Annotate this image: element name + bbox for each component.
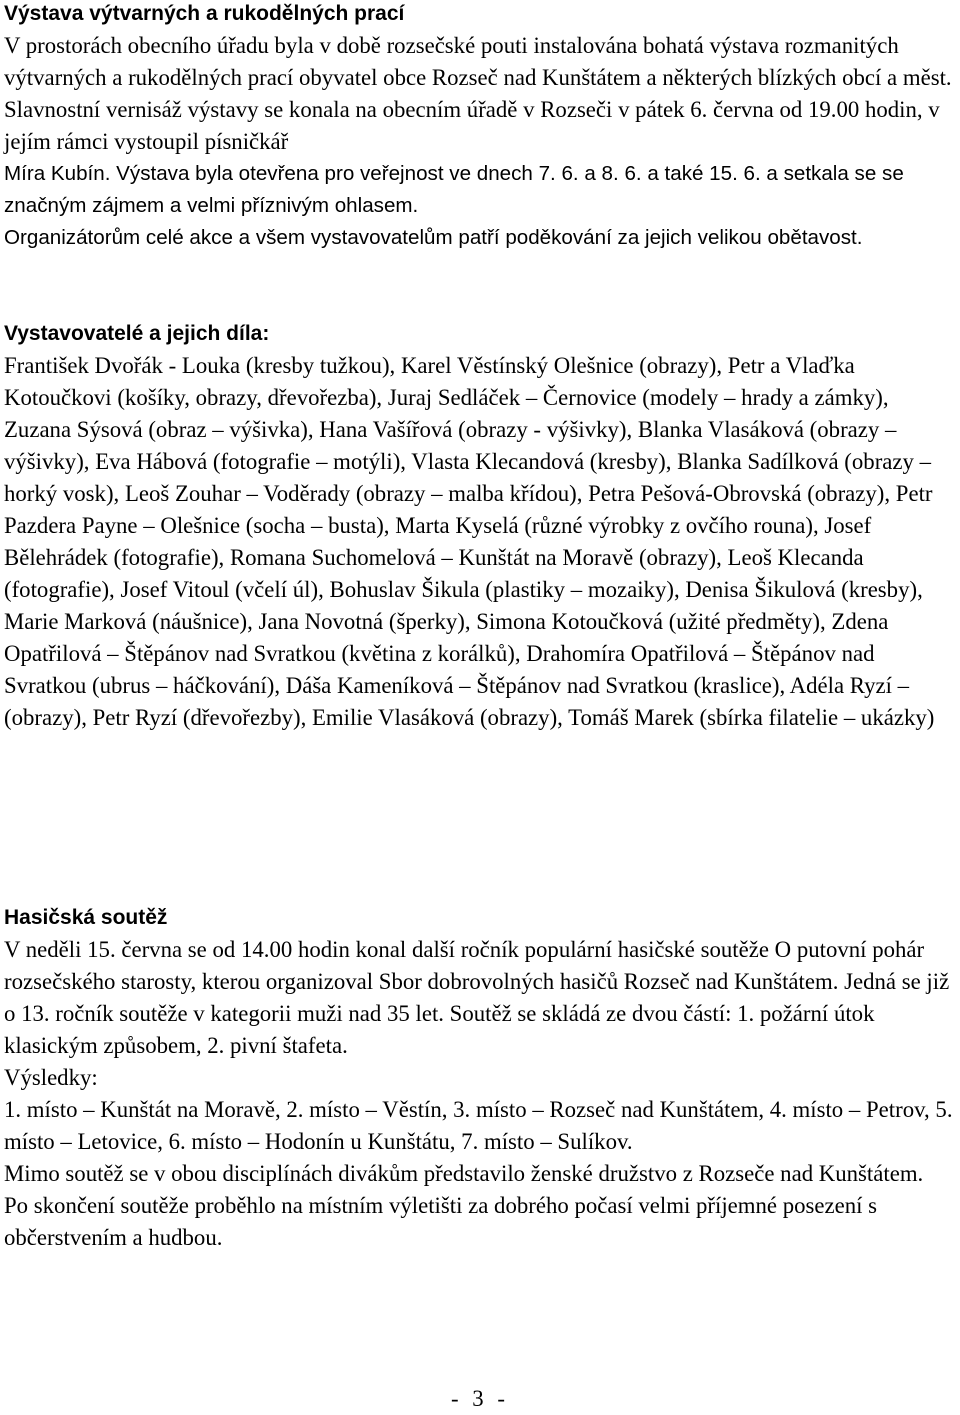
exhibition-thanks: Organizátorům celé akce a všem vystavovatelům patří poděkování za jejich velikou obětavost.: [4, 226, 863, 249]
firefighters-heading: Hasičská soutěž: [4, 906, 168, 929]
firefighters-intro: V neděli 15. června se od 14.00 hodin konal další ročník populární hasičské soutěže O putovní pohár rozsečského starosty, kterou organizoval Sbor dobrovolných hasičů Rozseč nad Kunštátem. Jedná se již o 13. ročník soutěže v kategorii muži nad 35 let. Soutěž se skládá ze dvou částí: 1. požární útok klasickým způsobem, 2. pivní štafeta.: [4, 937, 950, 1058]
exhibitors-section: [4, 318, 956, 734]
results-list: 1. místo – Kunštát na Moravě, 2. místo – Věstín, 3. místo – Rozseč nad Kunštátem, 4. místo – Petrov, 5. místo – Letovice, 6. místo – Hodonín u Kunštátu, 7. místo – Sulíkov.: [4, 1097, 953, 1154]
firefighters-closing: Po skončení soutěže proběhlo na místním výletišti za dobrého počasí velmi příjemné posezení s občerstvením a hudbou.: [4, 1193, 878, 1250]
page-number: - 3 -: [451, 1386, 509, 1411]
exhibitors-heading: Vystavovatelé a jejich díla:: [4, 322, 270, 345]
results-label: Výsledky:: [4, 1065, 98, 1090]
exhibition-heading: Výstava výtvarných a rukodělných prací: [4, 2, 405, 25]
exhibition-intro: V prostorách obecního úřadu byla v době rozsečské pouti instalována bohatá výstava rozmanitých výtvarných a rukodělných prací obyvatel obce Rozseč nad Kunštátem a některých blízkých obcí a měst. Slavnostní vernisáž výstavy se konala na obecním úřadě v Rozseči v pátek 6. června od 19.00 hodin, v jejím rámci vystoupil písničkář: [4, 33, 952, 154]
firefighters-extra: Mimo soutěž se v obou disciplínách divákům představilo ženské družstvo z Rozseče nad Kunštátem.: [4, 1161, 924, 1186]
exhibitors-list: František Dvořák - Louka (kresby tužkou), Karel Věstínský Olešnice (obrazy), Petr a Vlaďka Kotoučkovi (košíky, obrazy, dřevořezba), Juraj Sedláček – Černovice (modely – hrady a zámky), Zuzana Sýsová (obraz – výšivka), Hana Vašířová (obrazy - výšivky), Blanka Vlasáková (obrazy – výšivky), Eva Hábová (fotografie – motýli), Vlasta Klecandová (kresby), Blanka Sadílková (obrazy – horký vosk), Leoš Zouhar – Voděrady (obrazy – malba křídou), Petra Pešová-Obrovská (obrazy), Petr Pazdera Payne – Olešnice (socha – busta), Marta Kyselá (různé výrobky z ovčího rouna), Josef Bělehrádek (fotografie), Romana Suchomelová – Kunštát na Moravě (obrazy), Leoš Klecanda (fotografie), Josef Vitoul (včelí úl), Bohuslav Šikula (plastiky – mozaiky), Denisa Šikulová (kresby), Marie Marková (náušnice), Jana Novotná (šperky), Simona Kotoučková (užité předměty), Zdena Opatřilová – Štěpánov nad Svratkou (květina z korálků), Drahomíra Opatřilová – Štěpánov nad Svratkou (ubrus – háčkování), Dáša Kameníková – Štěpánov nad Svratkou (kraslice), Adéla Ryzí – (obrazy), Petr Ryzí (dřevořezby), Emilie Vlasáková (obrazy), Tomáš Marek (sbírka filatelie – ukázky): [4, 353, 935, 730]
firefighters-section: [4, 902, 956, 1254]
exhibition-section: [4, 0, 956, 254]
exhibition-detail: Míra Kubín. Výstava byla otevřena pro veřejnost ve dnech 7. 6. a 8. 6. a také 15. 6. a setkala se se značným zájmem a velmi příznivým ohlasem.: [4, 162, 904, 217]
